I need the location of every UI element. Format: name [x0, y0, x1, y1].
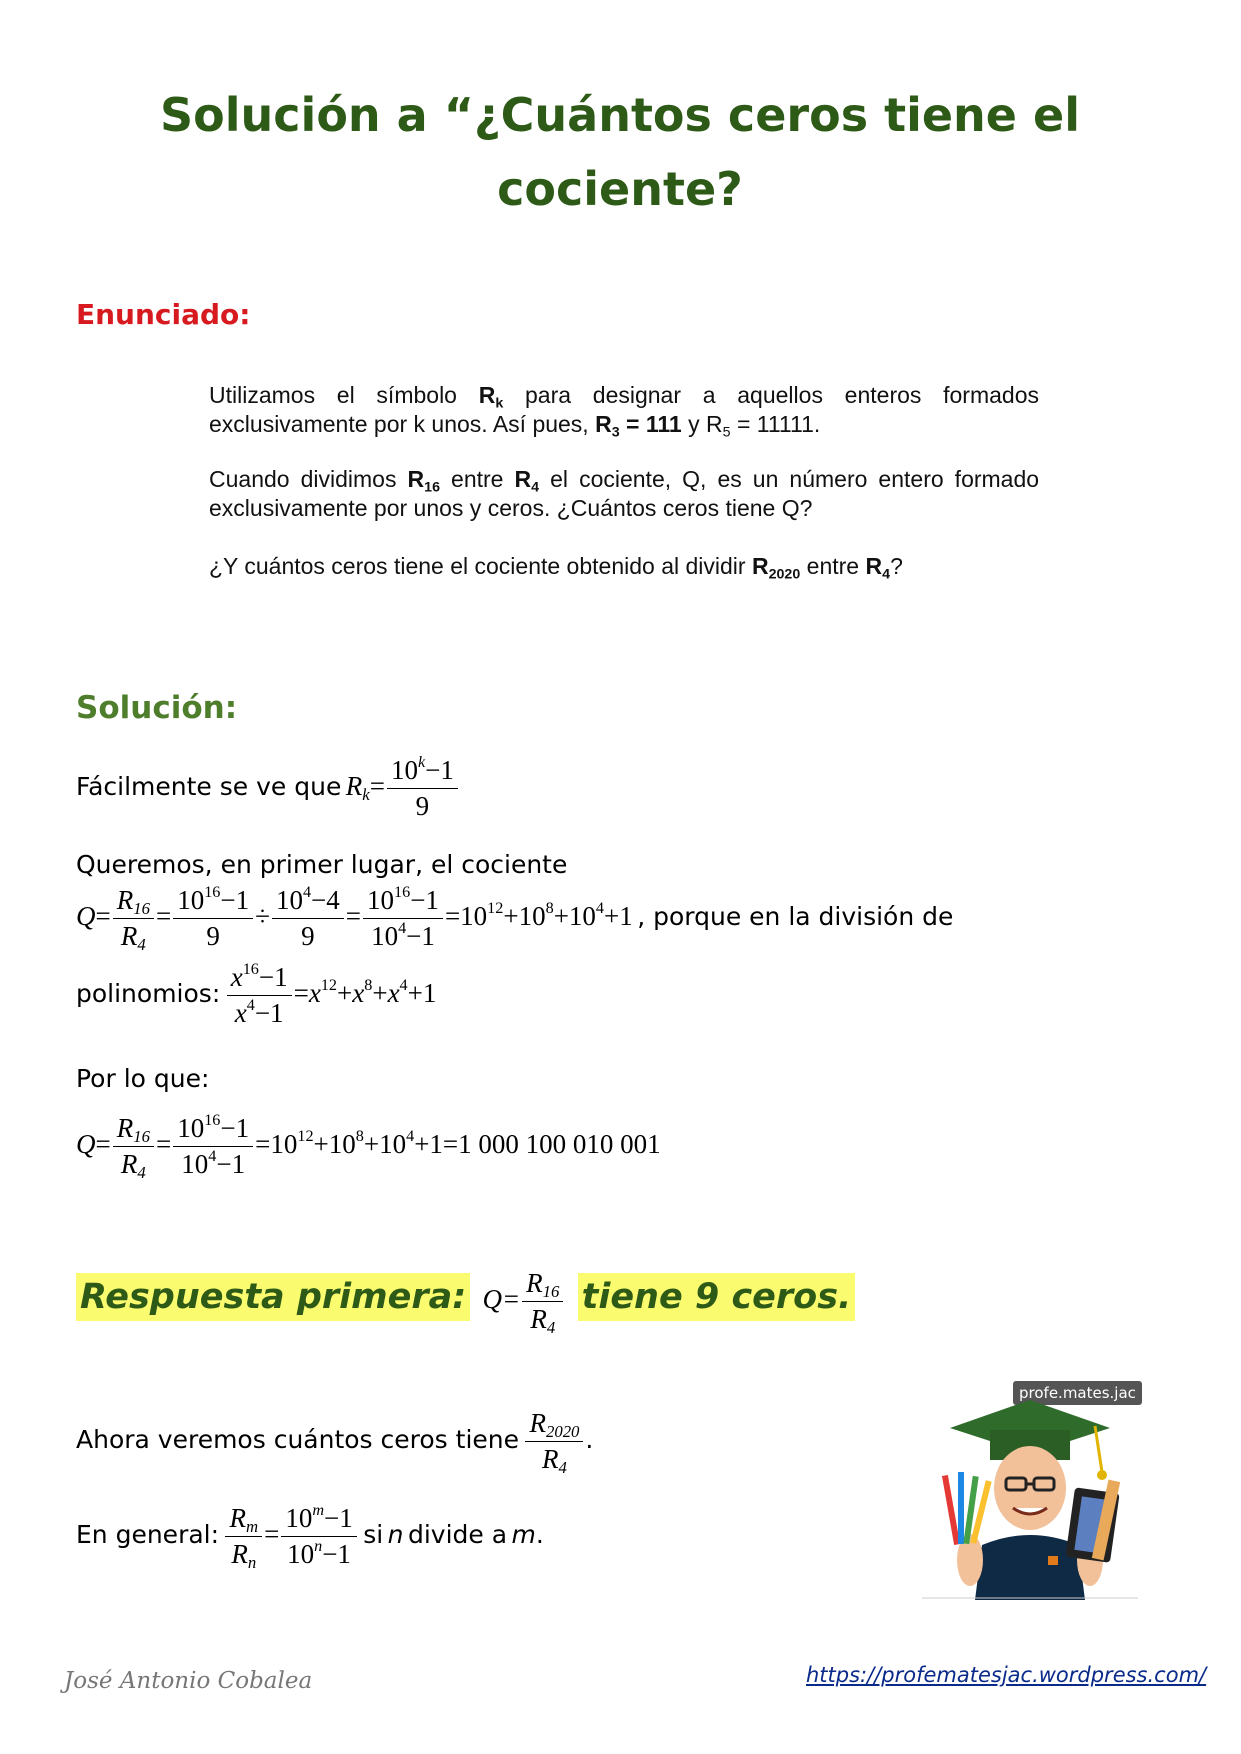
enunciado-heading: Enunciado: — [76, 298, 251, 331]
formula-quotient-2: Q= $\frac{R_{16}}{R_4}$ = $\frac{10^{16}-1}{10^4-1}$ $=10^{12}+10^8+10^4+1=1$ 000 100 010 001 — [76, 1110, 661, 1183]
answer-highlight: Respuesta primera: Q= $\frac{R_{16}}{R_4}$ tiene 9 ceros. — [76, 1268, 855, 1335]
formula-polynomials: polinomios: $\frac{x^{16}-1}{x^4-1}$ $=x^{12}+x^8+x^4+1$ — [76, 959, 437, 1029]
statement-paragraph-2: Cuando dividimos $R_{16}$ entre $R_4$ el cociente, Q, es un número entero formado exclusivamente por unos y ceros. ¿Cuántos ceros tiene Q? — [209, 466, 1040, 521]
statement-paragraph-3: ¿Y cuántos ceros tiene el cociente obtenido al dividir $R_{2020}$ entre $R_4$? — [209, 553, 903, 583]
solucion-line-5: Por lo que: — [76, 1064, 210, 1093]
answer-suffix: tiene 9 ceros. — [578, 1273, 856, 1321]
solucion-heading: Solución: — [76, 690, 238, 726]
lower-line-2: En general: $\frac{R_m}{R_n}$ = $\frac{10^m-1}{10^n-1}$ si n divide a m. — [76, 1500, 544, 1573]
formula-quotient-1: Q= $\frac{R_{16}}{R_4}$ = $\frac{10^{16}-1}{9}$ ÷ $\frac{10^4-4}{9}$ = $\frac{10^{16}-1}{10^4-1}$ $=10^{12}+10^8+10^4+1$ , porque en la división de — [76, 882, 954, 955]
solucion-line-2: Queremos, en primer lugar, el cociente — [76, 850, 568, 879]
formula-rk: Fácilmente se ve que $R_k=$ $\frac{10^k-1}{9}$ — [76, 755, 460, 822]
blog-link[interactable]: https://profematesjac.wordpress.com/ — [806, 1663, 1207, 1687]
title-line-1: Solución a “¿Cuántos ceros tiene el — [160, 88, 1080, 142]
answer-prefix: Respuesta primera: — [76, 1273, 470, 1321]
badge-label: profe.mates.jac — [1013, 1381, 1142, 1405]
author-signature: José Antonio Cobalea — [64, 1668, 313, 1694]
teacher-avatar-image — [920, 1380, 1140, 1600]
title-line-2: cociente? — [497, 162, 743, 216]
lower-line-1: Ahora veremos cuántos ceros tiene $\frac{R_{2020}}{R_4}$ . — [76, 1408, 594, 1478]
statement-paragraph-1: Utilizamos el símbolo $R_k$ para designar a aquellos enteros formados exclusivamente por k unos. Así pues, $R_3 = 111$ y $R_5 = 11111$. — [209, 382, 1039, 441]
page-title — [120, 78, 1120, 226]
number-result: 1 000 100 010 001 — [458, 1128, 661, 1159]
